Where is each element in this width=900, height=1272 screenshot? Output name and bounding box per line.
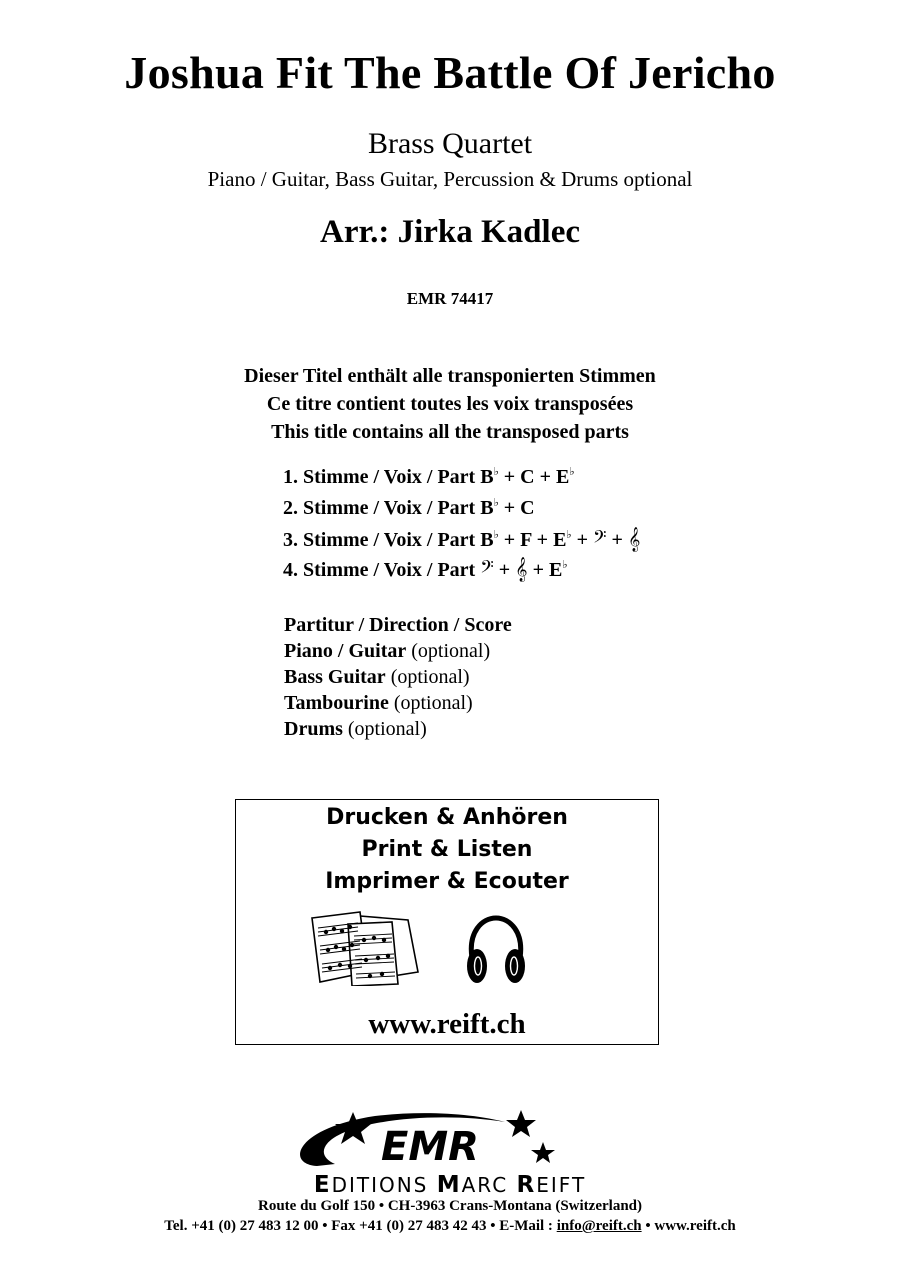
contact-phone-fax: Tel. +41 (0) 27 483 12 00 • Fax +41 (0) 27 483 42 43 • E-Mail : — [164, 1218, 557, 1234]
part-number: 1. — [283, 466, 298, 488]
publisher-name-part: M — [436, 1172, 462, 1198]
extra-optional: (optional) — [390, 666, 470, 688]
part-prefix: Stimme / Voix / Part — [303, 559, 476, 581]
flat-sign: ♭ — [493, 466, 499, 478]
extra-drums — [284, 718, 427, 741]
email-link[interactable]: info@reift.ch — [556, 1218, 642, 1234]
plus-sign: + — [532, 559, 544, 581]
flat-sign: ♭ — [493, 497, 499, 509]
part-number: 4. — [283, 559, 298, 581]
publisher-address: Route du Golf 150 • CH-3963 Crans-Montana (Switzerland) — [258, 1198, 642, 1214]
extra-optional: (optional) — [393, 692, 473, 714]
document-title: Joshua Fit The Battle Of Jericho — [124, 47, 776, 98]
flat-sign: ♭ — [569, 466, 575, 478]
extra-bass-guitar — [284, 666, 470, 689]
treble-clef-icon: 𝄞 — [515, 557, 528, 581]
extra-score — [284, 614, 512, 637]
plus-sign: + — [539, 466, 552, 488]
part-key: B — [480, 466, 494, 488]
bass-clef-icon: 𝄢 — [480, 557, 494, 581]
contact-website[interactable]: • www.reift.ch — [641, 1218, 736, 1234]
extra-name: Drums — [284, 718, 343, 740]
print-listen-box — [235, 799, 659, 1045]
plus-sign: + — [503, 466, 516, 488]
flat-sign: ♭ — [493, 529, 499, 541]
flat-sign: ♭ — [562, 559, 568, 571]
part-prefix: Stimme / Voix / Part — [303, 529, 476, 551]
promo-url[interactable]: www.reift.ch — [368, 1008, 526, 1040]
subtitle: Brass Quartet — [367, 127, 533, 160]
part-key: E — [556, 466, 570, 488]
part-3 — [283, 527, 640, 552]
extra-name: Piano / Guitar — [284, 640, 407, 662]
extra-name: Bass Guitar — [284, 666, 386, 688]
instrumentation: Piano / Guitar, Bass Guitar, Percussion & Drums optional — [207, 167, 693, 191]
publisher-name-part: ARC — [461, 1173, 517, 1197]
emr-logo — [225, 1108, 565, 1170]
extra-name: Partitur / Direction / Score — [284, 614, 512, 636]
publisher-contact — [0, 1218, 900, 1235]
part-1 — [283, 465, 575, 489]
part-number: 2. — [283, 497, 298, 519]
note-french: Ce titre contient toutes les voix transposées — [266, 393, 634, 415]
publisher-name-part: EIFT — [536, 1173, 587, 1197]
treble-clef-icon: 𝄞 — [627, 527, 641, 551]
catalog-number: EMR 74417 — [406, 289, 494, 308]
part-number: 3. — [283, 529, 298, 551]
extra-piano-guitar — [284, 640, 490, 663]
promo-line-french: Imprimer & Ecouter — [325, 869, 569, 894]
arranger: Arr.: Jirka Kadlec — [320, 214, 580, 250]
plus-sign: + — [536, 529, 549, 551]
part-key: E — [553, 529, 567, 551]
promo-line-german: Drucken & Anhören — [326, 805, 568, 830]
part-key: E — [548, 559, 563, 581]
note-english: This title contains all the transposed parts — [271, 421, 629, 443]
part-prefix: Stimme / Voix / Part — [303, 466, 476, 488]
extra-name: Tambourine — [284, 692, 389, 714]
extra-optional: (optional) — [411, 640, 491, 662]
emr-logo-text: EMR — [381, 1124, 479, 1170]
flat-sign: ♭ — [566, 529, 572, 541]
part-key: F — [520, 529, 532, 551]
part-4 — [283, 557, 568, 582]
part-2 — [283, 496, 535, 520]
plus-sign: + — [503, 497, 516, 519]
publisher-name-part: DITIONS — [331, 1173, 437, 1197]
headphones-icon — [464, 914, 528, 988]
plus-sign: + — [611, 529, 623, 551]
bass-clef-icon: 𝄢 — [593, 527, 607, 551]
note-german: Dieser Titel enthält alle transponierten Stimmen — [244, 365, 656, 387]
sheet-music-icon — [308, 910, 422, 986]
plus-sign: + — [498, 559, 511, 581]
part-key: C — [520, 466, 535, 488]
publisher-name-part: E — [313, 1172, 332, 1198]
plus-sign: + — [576, 529, 589, 551]
publisher-name — [0, 1172, 900, 1198]
part-key: B — [480, 497, 494, 519]
extra-tambourine — [284, 692, 473, 715]
plus-sign: + — [503, 529, 516, 551]
extra-optional: (optional) — [347, 718, 427, 740]
part-key: C — [520, 497, 535, 519]
part-key: B — [480, 529, 494, 551]
part-prefix: Stimme / Voix / Part — [303, 497, 476, 519]
publisher-name-part: R — [516, 1172, 537, 1198]
promo-line-english: Print & Listen — [361, 837, 533, 862]
